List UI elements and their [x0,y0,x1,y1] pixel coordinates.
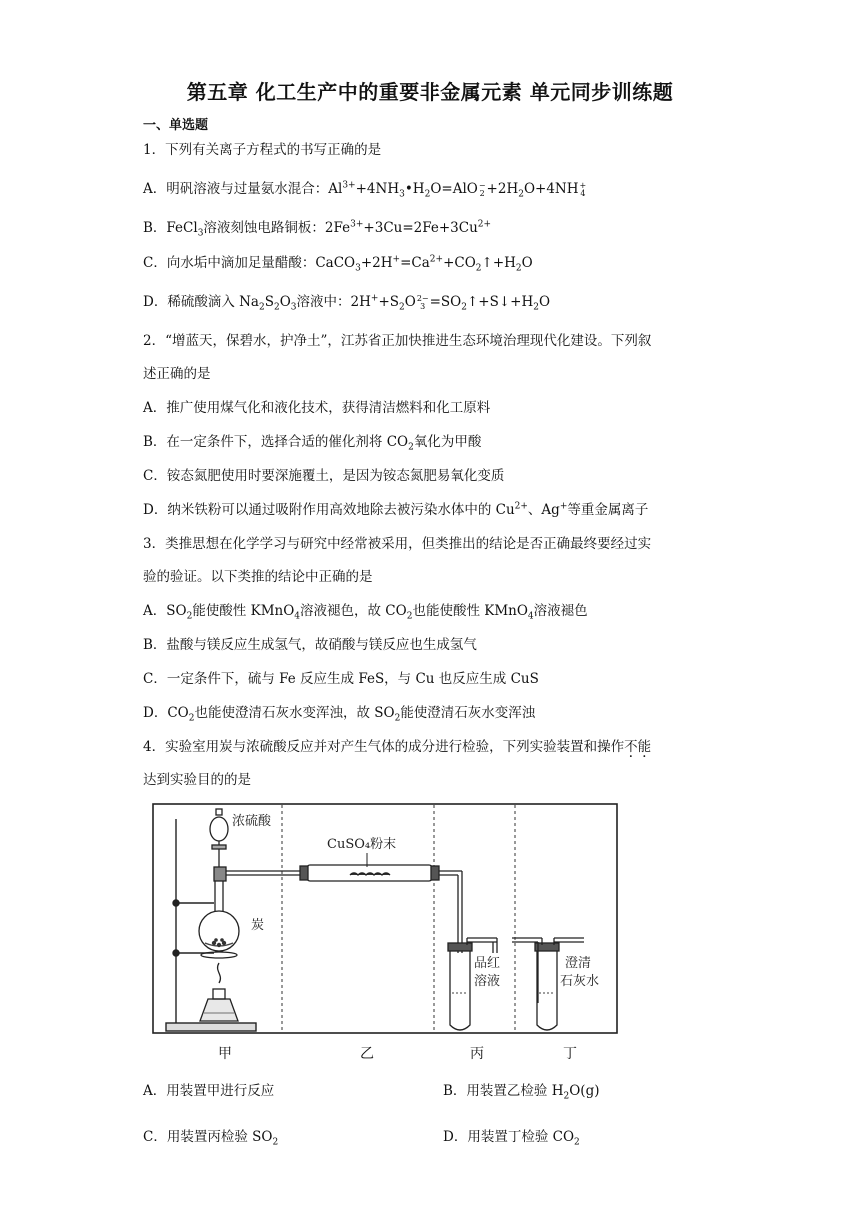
question-2-stem-line1: 2．“增蓝天，保碧水，护净土”，江苏省正加快推进生态环境治理现代化建设。下列叙 [143,333,652,349]
page-title: 第五章 化工生产中的重要非金属元素 单元同步训练题 [186,80,674,104]
panel-label-bing: 丙 [470,1046,484,1062]
label-rongye: 溶液 [474,974,501,989]
question-2-option-b: B．在一定条件下，选择合适的催化剂将 $CO_2$氧化为甲酸 [143,434,482,453]
emphasis-mark: 不 [624,739,638,755]
label-chengqing: 澄清 [565,956,592,971]
round-bottom-flask [199,867,239,951]
question-4-option-c: C．用装置丙检验 $SO_2$ [143,1129,279,1148]
panel-label-yi: 乙 [360,1046,374,1062]
experiment-apparatus-figure [152,803,618,1035]
question-3-option-b: B．盐酸与镁反应生成氢气，故硝酸与镁反应也生成氢气 [143,637,477,653]
question-1-option-b: B．FeCl$_3$溶液刻蚀电路铜板：$2Fe^{3+}+3Cu=2Fe+3Cu^{2+}$ [143,219,492,239]
question-1-option-d: D．稀硫酸滴入 $Na_2S_2O_3$溶液中：$2H^++S_2O$ 2− 3 $=SO_2↑+S↓+H_2O$ [143,293,551,313]
question-1-option-a: A．明矾溶液与过量氨水混合：$Al^{3+}+4NH_3•H_2O=AlO$ − 2 $+2H_2O+4NH$ + 4 [143,180,587,200]
panel-label-jia: 甲 [218,1046,232,1062]
question-4-stem-line1: 4．实验室用炭与浓硫酸反应并对产生气体的成分进行检验，下列实验装置和操作不能 [143,739,652,755]
question-2-option-c: C．铵态氮肥使用时要深施覆土，是因为铵态氮肥易氧化变质 [143,468,505,484]
question-1-stem: 1．下列有关离子方程式的书写正确的是 [143,142,382,158]
question-4-option-b: B．用装置乙检验 $H_2O(g)$ [443,1083,600,1102]
label-shihuishui: 石灰水 [560,974,600,989]
drying-tube-cuso4 [300,853,439,881]
panel-label-ding: 丁 [563,1046,577,1062]
question-3-stem-line1: 3．类推思想在化学学习与研究中经常被采用，但类推出的结论是否正确最终要经过实 [143,536,652,552]
question-3-option-a: A．$SO_2$能使酸性 KMnO$_4$溶液褪色，故 $CO_2$也能使酸性 KMnO$_4$溶液褪色 [143,603,588,622]
question-3-stem-line2: 验的验证。以下类推的结论中正确的是 [143,569,373,585]
question-4-option-d: D．用装置丁检验 $CO_2$ [443,1129,580,1148]
question-2-stem-line2: 述正确的是 [143,366,211,382]
question-3-option-c: C．一定条件下，硫与 Fe 反应生成 FeS，与 Cu 也反应生成 CuS [143,671,539,687]
question-3-option-d: D．$CO_2$也能使澄清石灰水变浑浊，故 $SO_2$能使澄清石灰水变浑浊 [143,705,536,724]
burner-assembly [200,952,238,1021]
label-cuso4: CuSO₄粉末 [327,837,397,852]
connecting-tube [439,871,462,953]
question-4-stem-line2: 达到实验目的的是 [143,772,251,788]
label-pinhong: 品红 [474,956,501,971]
delivery-tube [226,871,307,875]
question-2-option-d: D．纳米铁粉可以通过吸附作用高效地除去被污染水体中的 $Cu^{2+}$、Ag+等重金属离子 [143,501,649,518]
question-1-option-c: C．向水垢中滴加足量醋酸：$CaCO_3+2H^+=Ca^{2+}+CO_2↑+H_2O$ [143,254,533,274]
label-acid: 浓硫酸 [232,814,272,829]
question-2-option-a: A．推广使用煤气化和液化技术，获得清洁燃料和化工原料 [143,400,491,416]
emphasis-mark: 能 [637,739,652,755]
section-heading: 一、单选题 [143,118,209,133]
label-carbon: 炭 [251,918,265,933]
question-4-option-a: A．用装置甲进行反应 [143,1083,275,1099]
